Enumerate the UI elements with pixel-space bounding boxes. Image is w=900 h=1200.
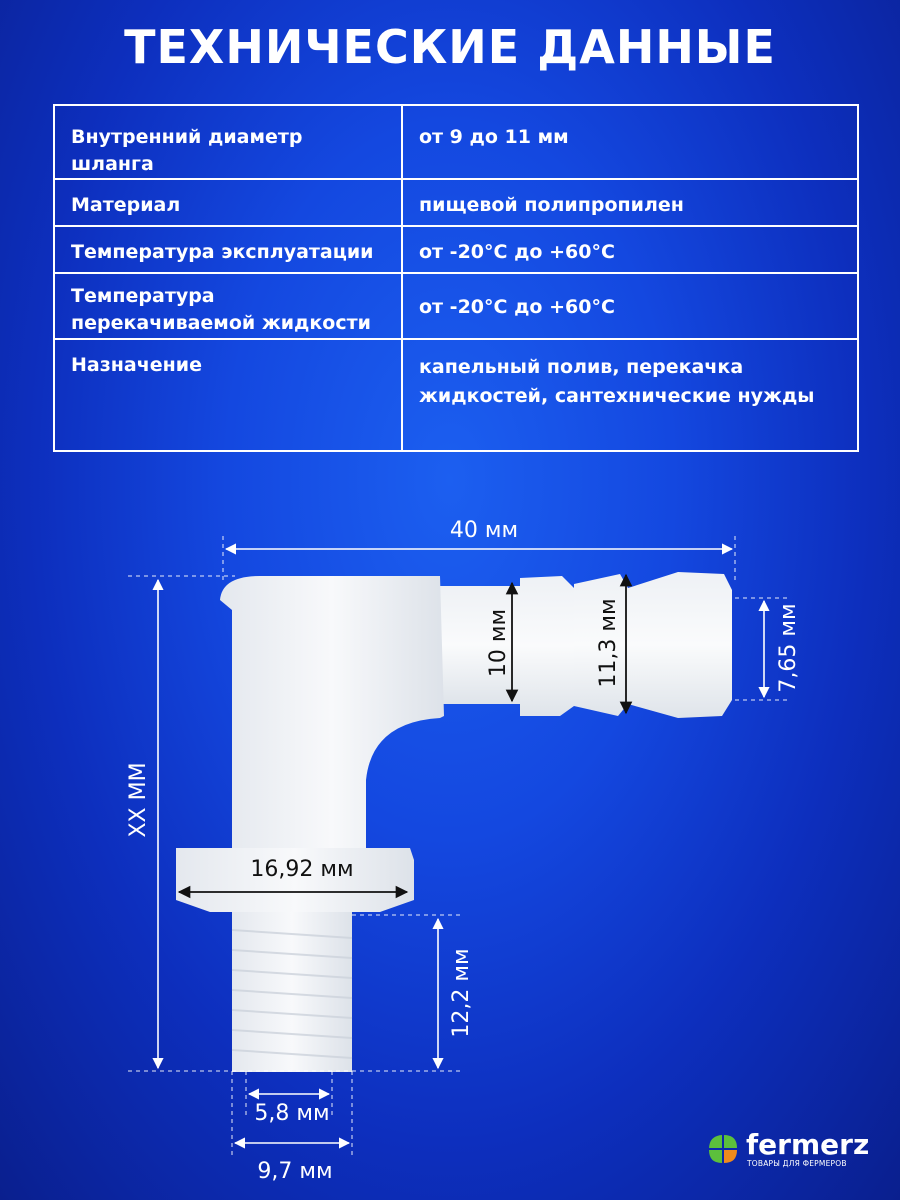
brand-name: fermerz bbox=[746, 1128, 870, 1161]
spec-value: капельный полив, перекачка жидкостей, сантехнические нужды bbox=[402, 339, 858, 451]
spec-value: пищевой полипропилен bbox=[402, 179, 858, 226]
dim-flange-label: 16,92 мм bbox=[250, 857, 354, 882]
spec-value: от -20°С до +60°С bbox=[402, 273, 858, 339]
dim-tip-label: 7,65 мм bbox=[776, 603, 801, 693]
spec-label: Назначение bbox=[54, 339, 402, 451]
dim-height-label: XX MM bbox=[126, 762, 151, 838]
dim-barb-label: 11,3 мм bbox=[596, 598, 621, 688]
spec-value: от 9 до 11 мм bbox=[402, 105, 858, 179]
dim-thread-inner-label: 5,8 мм bbox=[254, 1101, 330, 1126]
spec-label: Внутренний диаметр шланга bbox=[54, 105, 402, 179]
dim-length-label: 40 мм bbox=[449, 518, 519, 543]
page-title: ТЕХНИЧЕСКИЕ ДАННЫЕ bbox=[124, 20, 776, 74]
dim-inner-label: 10 мм bbox=[486, 608, 511, 678]
dim-thread-length-label: 12,2 мм bbox=[449, 948, 474, 1038]
dim-thread-outer-label: 9,7 мм bbox=[257, 1159, 333, 1184]
spec-label: Материал bbox=[54, 179, 402, 226]
brand-tagline: ТОВАРЫ ДЛЯ ФЕРМЕРОВ bbox=[747, 1159, 847, 1168]
brand-logo bbox=[706, 1130, 886, 1170]
spec-value: от -20°С до +60°С bbox=[402, 226, 858, 273]
leaf-icon bbox=[706, 1132, 740, 1166]
spec-label: Температура эксплуатации bbox=[54, 226, 402, 273]
spec-label: Температура перекачиваемой жидкости bbox=[54, 273, 402, 339]
